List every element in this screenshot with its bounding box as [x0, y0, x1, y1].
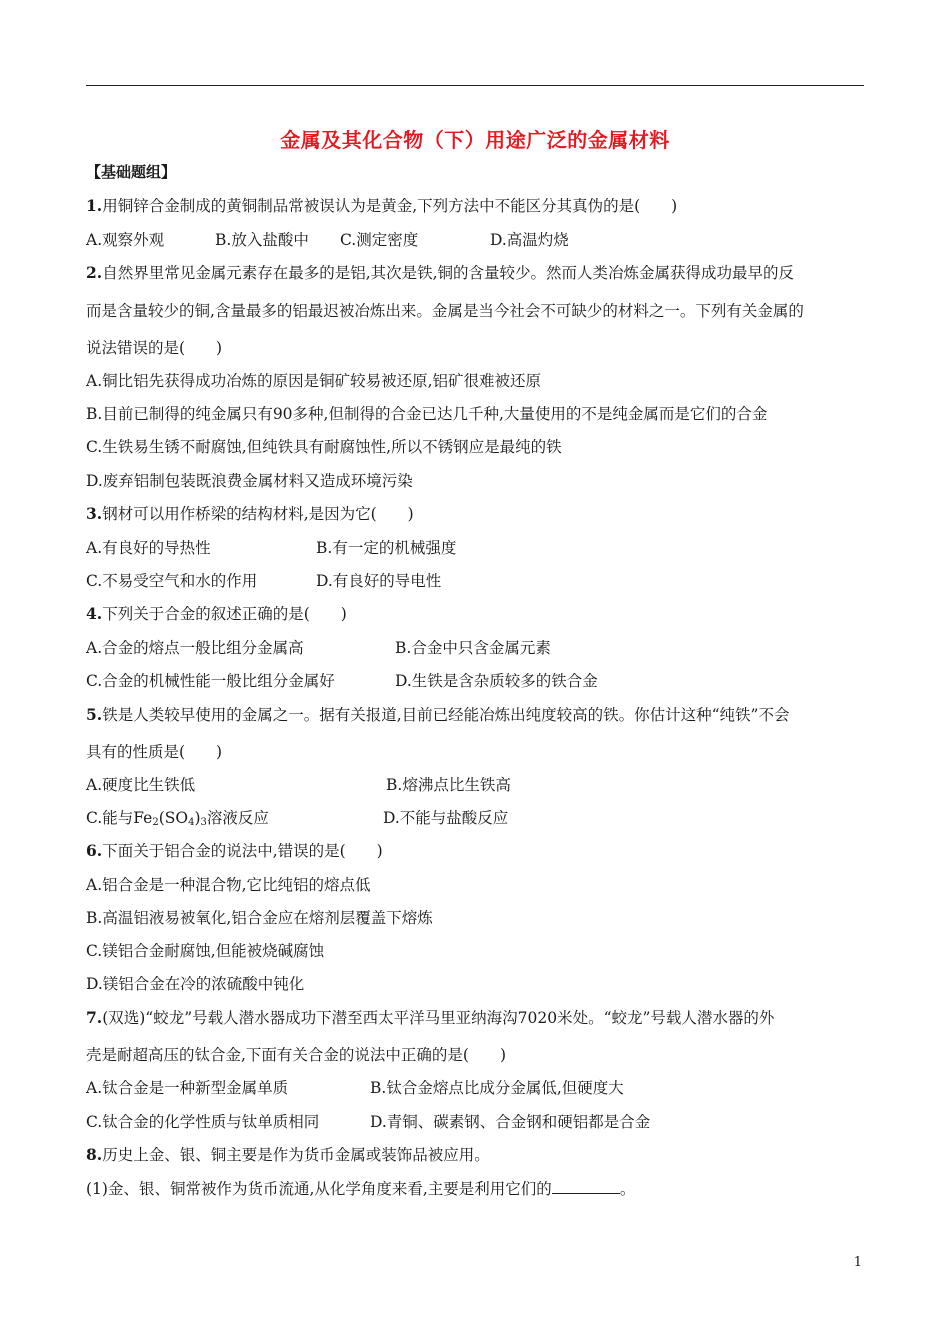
- question-stem: 用铜锌合金制成的黄铜制品常被误认为是黄金,下列方法中不能区分其真伪的是( ): [102, 197, 678, 215]
- question-7: [86, 1008, 774, 1028]
- question-2: [86, 263, 794, 283]
- option-b: B.目前已制得的纯金属只有90多种,但制得的合金已达几千种,大量使用的不是纯金属而是它们的合金: [86, 405, 768, 423]
- option-b: B.熔沸点比生铁高: [386, 776, 511, 794]
- option-d: D.青铜、碳素钢、合金钢和硬铝都是合金: [370, 1113, 651, 1131]
- option-c: C.合金的机械性能一般比组分金属好: [86, 672, 335, 690]
- option-b: B.合金中只含金属元素: [395, 639, 551, 657]
- header-rule: [86, 85, 864, 86]
- option-d: D.高温灼烧: [490, 231, 569, 249]
- question-stem: 下列关于合金的叙述正确的是( ): [102, 605, 347, 623]
- question-number: 4.: [86, 604, 103, 623]
- question-4: [86, 604, 347, 624]
- question-number: 2.: [86, 263, 103, 282]
- question-number: 3.: [86, 504, 103, 523]
- option-c: C.不易受空气和水的作用: [86, 572, 258, 590]
- option-c: C.生铁易生锈不耐腐蚀,但纯铁具有耐腐蚀性,所以不锈钢应是最纯的铁: [86, 438, 562, 456]
- question-stem-cont: 具有的性质是( ): [86, 743, 223, 761]
- option-a: A.铝合金是一种混合物,它比纯铝的熔点低: [86, 876, 371, 894]
- page-number: 1: [853, 1255, 862, 1270]
- option-d: D.有良好的导电性: [316, 572, 442, 590]
- question-number: 1.: [86, 196, 103, 215]
- question-stem: 历史上金、银、铜主要是作为货币金属或装饰品被应用。: [102, 1146, 490, 1164]
- question-stem: 下面关于铝合金的说法中,错误的是( ): [102, 842, 383, 860]
- option-d: D.生铁是含杂质较多的铁合金: [395, 672, 598, 690]
- option-c: C.能与$Fe_2(SO_4)_3$溶液反应: [86, 809, 269, 828]
- option-d: D.废弃铝制包装既浪费金属材料又造成环境污染: [86, 472, 413, 490]
- question-stem-cont: 说法错误的是( ): [86, 339, 223, 357]
- question-stem: 自然界里常见金属元素存在最多的是铝,其次是铁,铜的含量较少。然而人类冶炼金属获得成功最早的反: [102, 264, 795, 282]
- page-title: 金属及其化合物（下）用途广泛的金属材料: [280, 128, 670, 152]
- question-number: 8.: [86, 1145, 103, 1164]
- question-stem-cont: 而是含量较少的铜,含量最多的铝最迟被冶炼出来。金属是当今社会不可缺少的材料之一。下列有关金属的: [86, 302, 804, 320]
- question-stem: 钢材可以用作桥梁的结构材料,是因为它( ): [102, 505, 414, 523]
- option-c: C.测定密度: [340, 231, 419, 249]
- option-a: A.观察外观: [86, 231, 165, 249]
- option-c: C.镁铝合金耐腐蚀,但能被烧碱腐蚀: [86, 942, 325, 960]
- question-number: 7.: [86, 1008, 103, 1027]
- question-stem: (双选)“蛟龙”号载人潜水器成功下潜至西太平洋马里亚纳海沟7020米处。“蛟龙”号载人潜水器的外: [102, 1009, 775, 1027]
- question-3: [86, 504, 414, 524]
- question-5: [86, 705, 789, 725]
- option-a: A.钛合金是一种新型金属单质: [86, 1079, 289, 1097]
- answer-blank: [552, 1179, 620, 1194]
- question-8: [86, 1145, 490, 1165]
- question-1: [86, 196, 677, 216]
- sub-question-1: (1)金、银、铜常被作为货币流通,从化学角度来看,主要是利用它们的 。: [86, 1180, 636, 1198]
- question-number: 5.: [86, 705, 103, 724]
- option-d: D.不能与盐酸反应: [383, 809, 509, 827]
- option-a: A.硬度比生铁低: [86, 776, 196, 794]
- option-b: B.高温铝液易被氧化,铝合金应在熔剂层覆盖下熔炼: [86, 909, 433, 927]
- option-b: B.钛合金熔点比成分金属低,但硬度大: [370, 1079, 624, 1097]
- option-d: D.镁铝合金在冷的浓硫酸中钝化: [86, 975, 305, 993]
- option-c: C.钛合金的化学性质与钛单质相同: [86, 1113, 320, 1131]
- question-6: [86, 841, 383, 861]
- question-number: 6.: [86, 841, 103, 860]
- option-b: B.有一定的机械强度: [316, 539, 457, 557]
- question-stem-cont: 壳是耐超高压的钛合金,下面有关合金的说法中正确的是( ): [86, 1046, 507, 1064]
- question-stem: 铁是人类较早使用的金属之一。据有关报道,目前已经能冶炼出纯度较高的铁。你估计这种“纯铁”不会: [102, 706, 790, 724]
- option-b: B.放入盐酸中: [215, 231, 309, 249]
- option-a: A.铜比铝先获得成功冶炼的原因是铜矿较易被还原,铝矿很难被还原: [86, 372, 542, 390]
- option-a: A.合金的熔点一般比组分金属高: [86, 639, 304, 657]
- section-heading: 【基础题组】: [86, 163, 177, 181]
- option-a: A.有良好的导热性: [86, 539, 211, 557]
